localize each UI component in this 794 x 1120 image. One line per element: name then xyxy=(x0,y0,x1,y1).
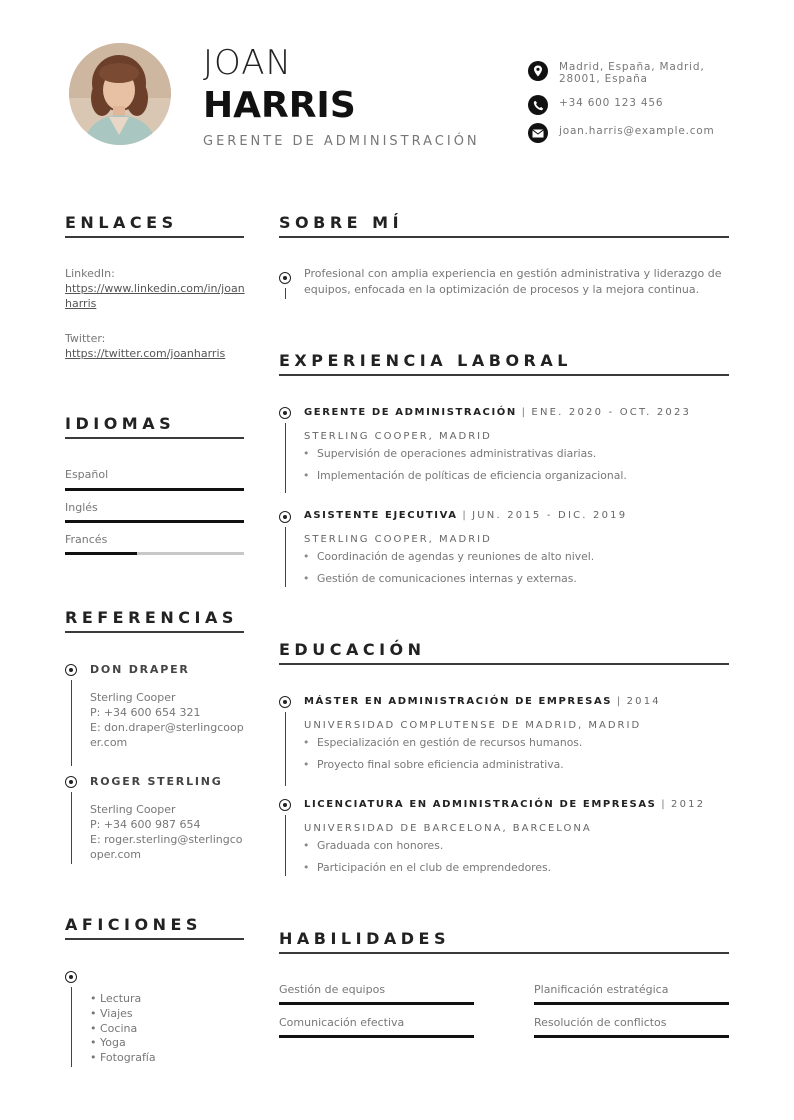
experience-divider xyxy=(279,374,729,376)
phone-text[interactable]: +34 600 123 456 xyxy=(559,97,664,109)
contact-phone xyxy=(528,95,728,115)
about-text xyxy=(304,266,734,298)
education-entry-header: LICENCIATURA EN ADMINISTRACIÓN DE EMPRESAS | 2012 xyxy=(304,799,706,810)
language-name: Español xyxy=(65,468,109,481)
about-heading: SOBRE MÍ xyxy=(279,213,404,232)
language-level-bar xyxy=(65,552,244,555)
language-level-fill xyxy=(65,488,244,491)
hobbies-divider xyxy=(65,938,244,940)
last-name: HARRIS xyxy=(203,85,356,126)
list-item: • Fotografía xyxy=(90,1051,156,1065)
degree-bullet: • Proyecto final sobre eficiencia administrativa. xyxy=(317,758,564,771)
skill-level-bar xyxy=(279,1035,474,1038)
reference-name: DON DRAPER xyxy=(90,663,190,676)
links-heading: ENLACES xyxy=(65,213,178,232)
job-title: GERENTE DE ADMINISTRACIÓN xyxy=(203,134,480,149)
reference-company: Sterling Cooper xyxy=(90,803,176,816)
skills-divider xyxy=(279,952,729,954)
timeline-line xyxy=(285,423,286,493)
list-item: • Yoga xyxy=(90,1036,126,1050)
job-dates: JUN. 2015 - DIC. 2019 xyxy=(472,510,628,521)
job-bullet: • Supervisión de operaciones administrativas diarias. xyxy=(317,447,596,460)
mail-icon xyxy=(528,123,548,143)
about-line: equipos, enfocada en la optimización de procesos y la mejora continua. xyxy=(304,283,700,296)
experience-heading: EXPERIENCIA LABORAL xyxy=(279,351,572,370)
reference-details xyxy=(90,690,245,750)
linkedin-link[interactable]: https://www.linkedin.com/in/joanharris xyxy=(65,282,245,310)
timeline-dot-icon xyxy=(65,971,77,983)
list-item: • Lectura xyxy=(90,992,142,1005)
twitter-label: Twitter: xyxy=(65,332,106,345)
language-level-fill xyxy=(65,520,244,523)
reference-company: Sterling Cooper xyxy=(90,691,176,704)
timeline-dot-icon xyxy=(279,407,291,419)
timeline-line xyxy=(71,987,72,1067)
list-item: • Cocina xyxy=(90,1021,138,1035)
timeline-dot-icon xyxy=(65,664,77,676)
first-name: JOAN xyxy=(203,43,292,83)
skill-name: Planificación estratégica xyxy=(534,983,669,996)
address-line-2: 28001, España xyxy=(559,73,648,85)
map-pin-icon xyxy=(528,61,548,81)
contact-address xyxy=(528,61,728,85)
linkedin-label: LinkedIn: xyxy=(65,267,115,280)
degree-institution: UNIVERSIDAD DE BARCELONA, BARCELONA xyxy=(304,823,592,834)
education-divider xyxy=(279,663,729,665)
timeline-line xyxy=(285,712,286,786)
experience-entry-header: GERENTE DE ADMINISTRACIÓN | ENE. 2020 - OCT. 2023 xyxy=(304,407,692,418)
experience-entry-header: ASISTENTE EJECUTIVA | JUN. 2015 - DIC. 2019 xyxy=(304,510,628,521)
skill-level-fill xyxy=(279,1035,474,1038)
degree-bullet: • Participación en el club de emprendedores. xyxy=(317,861,551,874)
reference-name: ROGER STERLING xyxy=(90,775,223,788)
reference-phone: P: +34 600 987 654 xyxy=(90,818,201,831)
job-role: ASISTENTE EJECUTIVA xyxy=(304,510,458,521)
references-heading: REFERENCIAS xyxy=(65,608,238,627)
timeline-dot-icon xyxy=(279,799,291,811)
education-heading: EDUCACIÓN xyxy=(279,640,426,659)
job-organization: STERLING COOPER, MADRID xyxy=(304,534,492,545)
skill-level-bar xyxy=(534,1002,729,1005)
skill-name: Comunicación efectiva xyxy=(279,1016,405,1029)
timeline-line xyxy=(285,815,286,876)
degree-institution: UNIVERSIDAD COMPLUTENSE DE MADRID, MADRID xyxy=(304,720,642,731)
job-bullet: • Implementación de políticas de eficiencia organizacional. xyxy=(317,469,627,482)
twitter-entry xyxy=(65,331,245,361)
job-role: GERENTE DE ADMINISTRACIÓN xyxy=(304,407,517,418)
degree-bullet: • Graduada con honores. xyxy=(317,839,443,852)
language-name: Inglés xyxy=(65,501,98,514)
hobby-list xyxy=(90,992,156,1066)
reference-email: E: don.draper@sterlingcooper.com xyxy=(90,721,244,749)
linkedin-entry xyxy=(65,266,245,311)
job-bullet: • Coordinación de agendas y reuniones de alto nivel. xyxy=(317,550,594,563)
reference-phone: P: +34 600 654 321 xyxy=(90,706,201,719)
languages-heading: IDIOMAS xyxy=(65,414,176,433)
skill-level-bar xyxy=(279,1002,474,1005)
skills-heading: HABILIDADES xyxy=(279,929,450,948)
skill-name: Gestión de equipos xyxy=(279,983,386,996)
about-line: Profesional con amplia experiencia en gestión administrativa y liderazgo de xyxy=(304,267,722,280)
language-level-bar xyxy=(65,520,244,523)
education-entry-header: MÁSTER EN ADMINISTRACIÓN DE EMPRESAS | 2014 xyxy=(304,696,661,707)
timeline-line xyxy=(71,680,72,766)
language-name: Francés xyxy=(65,533,108,546)
timeline-line xyxy=(71,792,72,864)
hobbies-heading: AFICIONES xyxy=(65,915,202,934)
skill-level-fill xyxy=(534,1035,729,1038)
list-item: • Viajes xyxy=(90,1006,133,1020)
phone-icon xyxy=(528,95,548,115)
timeline-line xyxy=(285,288,286,299)
degree-year: 2012 xyxy=(671,799,706,810)
profile-photo xyxy=(69,43,171,145)
job-dates: ENE. 2020 - OCT. 2023 xyxy=(531,407,692,418)
language-level-fill xyxy=(65,552,137,555)
links-divider xyxy=(65,236,244,238)
about-divider xyxy=(279,236,729,238)
languages-divider xyxy=(65,437,244,439)
timeline-dot-icon xyxy=(279,696,291,708)
skill-level-fill xyxy=(279,1002,474,1005)
contact-email xyxy=(528,123,728,143)
degree-year: 2014 xyxy=(626,696,661,707)
degree-bullet: • Especialización en gestión de recursos humanos. xyxy=(317,736,582,749)
skill-name: Resolución de conflictos xyxy=(534,1016,667,1029)
address-line-1: Madrid, España, Madrid, xyxy=(559,61,705,73)
degree-title: MÁSTER EN ADMINISTRACIÓN DE EMPRESAS xyxy=(304,696,613,707)
timeline-dot-icon xyxy=(65,776,77,788)
portrait-photo-icon xyxy=(69,43,171,145)
job-organization: STERLING COOPER, MADRID xyxy=(304,431,492,442)
language-level-bar xyxy=(65,488,244,491)
timeline-dot-icon xyxy=(279,511,291,523)
reference-details xyxy=(90,802,245,862)
degree-title: LICENCIATURA EN ADMINISTRACIÓN DE EMPRESAS xyxy=(304,799,657,810)
skill-level-bar xyxy=(534,1035,729,1038)
timeline-dot-icon xyxy=(279,272,291,284)
twitter-link[interactable]: https://twitter.com/joanharris xyxy=(65,347,226,360)
job-bullet: • Gestión de comunicaciones internas y externas. xyxy=(317,572,577,585)
timeline-line xyxy=(285,527,286,587)
reference-email: E: roger.sterling@sterlingcooper.com xyxy=(90,833,243,861)
email-text[interactable]: joan.harris@example.com xyxy=(559,125,715,137)
skill-level-fill xyxy=(534,1002,729,1005)
references-divider xyxy=(65,631,244,633)
